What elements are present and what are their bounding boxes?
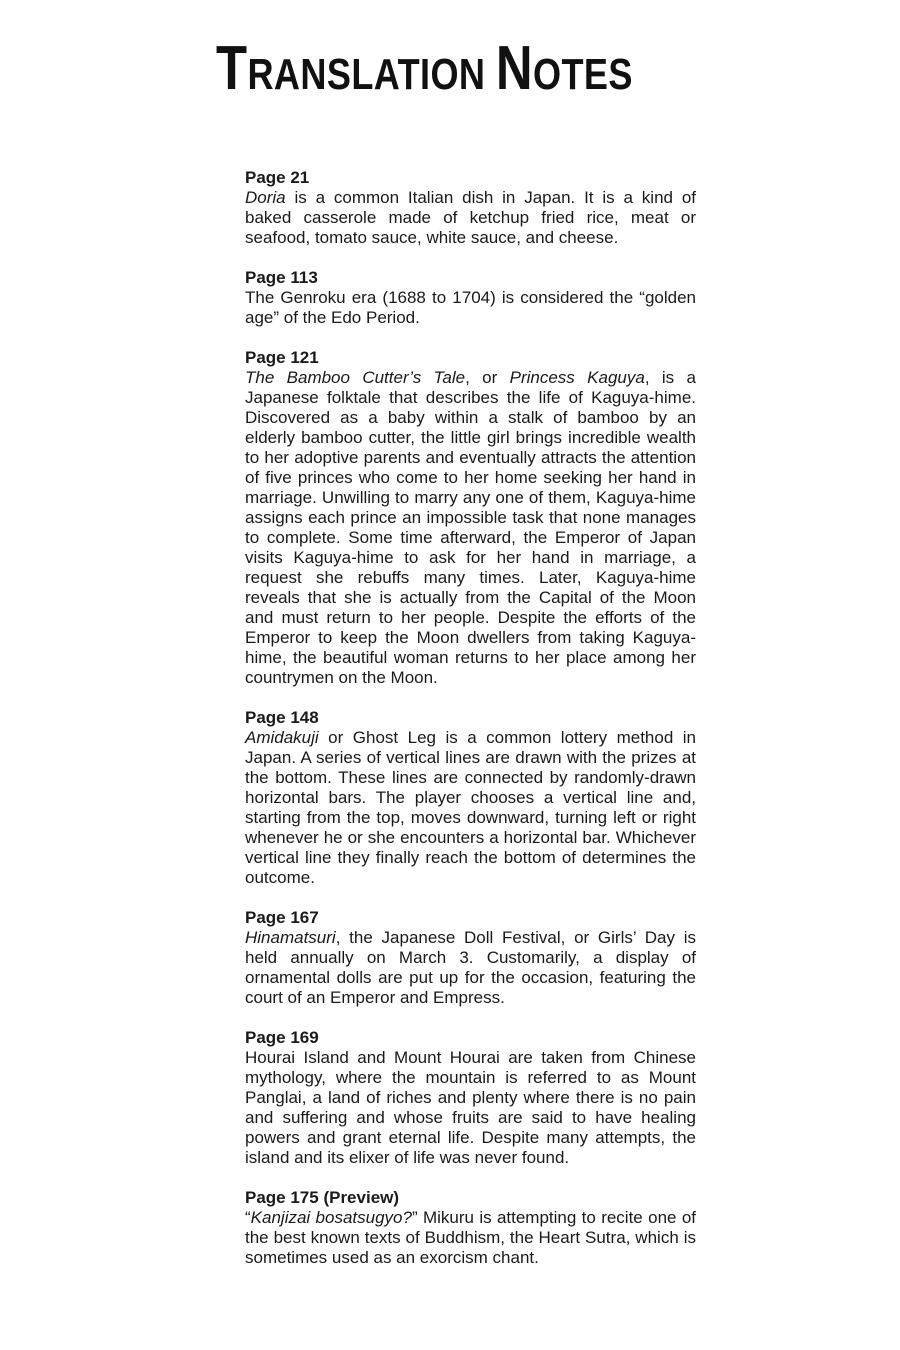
note-text: “ [245, 1208, 251, 1227]
note-heading: Page 21 [245, 168, 310, 187]
note-text: The Genroku era (1688 to 1704) is considered the “golden age” of the Edo Period. [245, 288, 696, 327]
note-body [245, 1208, 696, 1268]
page-title [216, 34, 633, 103]
note-heading: Page 148 [245, 708, 319, 727]
note-body [245, 1048, 696, 1168]
note-term: Hinamatsuri [245, 928, 336, 947]
title-rest: OTES [532, 50, 633, 99]
note-heading: Page 169 [245, 1028, 319, 1047]
note-text: , is a Japanese folktale that describes the life of Kaguya-hime. Discovered as a baby within a stalk of bamboo by an elderly bamboo cutter, the little girl brings incredible wealth to her adoptive parents and eventually attracts the attention of five princes who come to her home seeking her hand in marriage. Unwilling to marry any one of them, Kaguya-hime assigns each prince an impossible task that none manages to complete. Some time afterward, the Emperor of Japan visits Kaguya-hime to ask for her hand in marriage, a request she rebuffs many times. Later, Kaguya-hime reveals that she is actually from the Capital of the Moon and must return to her people. Despite the efforts of the Emperor to keep the Moon dwellers from taking Kaguya-hime, the beautiful woman returns to her place among her countrymen on the Moon. [245, 368, 696, 687]
note-text: ” Mikuru is attempting to recite one of the best known texts of Buddhism, the Heart Sutra, which is sometimes used as an exorcism chant. [245, 1208, 696, 1267]
translation-notes-list [245, 168, 696, 1288]
note-term: The Bamboo Cutter’s Tale [245, 368, 466, 387]
note-page-169 [245, 1028, 696, 1168]
note-page-113 [245, 268, 696, 328]
note-term: Doria [245, 188, 286, 207]
note-term: Princess Kaguya [509, 368, 645, 387]
note-term: Kanjizai bosatsugyo? [250, 1208, 412, 1227]
note-body [245, 368, 696, 688]
note-heading: Page 121 [245, 348, 319, 367]
note-text: is a common Italian dish in Japan. It is a kind of baked casserole made of ketchup fried rice, meat or seafood, tomato sauce, white sauce, and cheese. [245, 188, 696, 247]
note-text: or Ghost Leg is a common lottery method in Japan. A series of vertical lines are drawn with the prizes at the bottom. These lines are connected by randomly-drawn horizontal bars. The player chooses a vertical line and, starting from the top, moves downward, turning left or right whenever he or she encounters a horizontal bar. Whichever vertical line they finally reach the bottom of determines the outcome. [245, 728, 696, 887]
note-page-175-preview [245, 1188, 696, 1268]
note-term: Amidakuji [245, 728, 319, 747]
note-heading: Page 175 (Preview) [245, 1188, 400, 1207]
note-body [245, 928, 696, 1008]
note-body [245, 288, 696, 328]
title-rest: RANSLATION [247, 50, 486, 99]
note-page-121 [245, 348, 696, 688]
title-initial: N [495, 34, 533, 103]
note-page-148 [245, 708, 696, 888]
note-text: , or [465, 368, 510, 387]
note-heading: Page 167 [245, 908, 319, 927]
note-text: Hourai Island and Mount Hourai are taken from Chinese mythology, where the mountain is referred to as Mount Panglai, a land of riches and plenty where there is no pain and suffering and whose fruits are said to have healing powers and grant eternal life. Despite many attempts, the island and its elixer of life was never found. [245, 1048, 696, 1167]
note-heading: Page 113 [245, 268, 318, 287]
note-body [245, 728, 696, 888]
note-page-21 [245, 168, 696, 248]
note-body [245, 188, 696, 248]
note-page-167 [245, 908, 696, 1008]
title-initial: T [216, 34, 248, 103]
note-text: , the Japanese Doll Festival, or Girls’ Day is held annually on March 3. Customarily, a display of ornamental dolls are put up for the occasion, featuring the court of an Emperor and Empress. [245, 928, 696, 1007]
